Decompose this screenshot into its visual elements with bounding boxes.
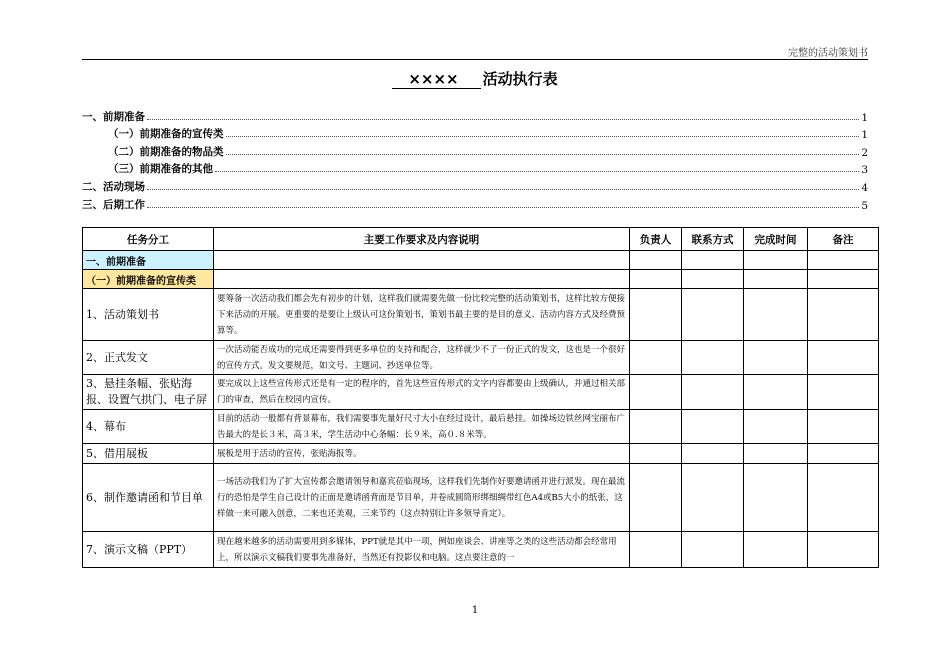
owner-cell[interactable] xyxy=(630,464,682,532)
toc-label: （一）前期准备的宣传类 xyxy=(108,128,224,141)
table-cell[interactable] xyxy=(682,270,744,289)
owner-cell[interactable] xyxy=(630,444,682,464)
table-header-row xyxy=(83,228,879,251)
toc-label: 二、活动现场 xyxy=(82,180,145,193)
table-cell[interactable] xyxy=(630,270,682,289)
contact-cell[interactable] xyxy=(682,444,744,464)
description-cell: 要完成以上这些宣传形式还是有一定的程序的，首先这些宣传形式的文字内容都要由上级确认，并通过相关部门的审查，然后在校园内宣传。 xyxy=(214,375,630,410)
toc-leader xyxy=(147,119,859,120)
table-of-contents xyxy=(82,106,868,212)
owner-cell[interactable] xyxy=(630,341,682,375)
task-cell: 6、制作邀请函和节目单 xyxy=(83,464,214,532)
table-cell[interactable] xyxy=(744,270,808,289)
owner-cell[interactable] xyxy=(630,289,682,341)
column-header: 负责人 xyxy=(630,228,682,251)
toc-leader xyxy=(147,189,859,190)
owner-cell[interactable] xyxy=(630,410,682,444)
table-row xyxy=(83,532,879,568)
title-text: 活动执行表 xyxy=(482,70,558,88)
note-cell[interactable] xyxy=(808,464,879,532)
toc-page: 1 xyxy=(861,111,868,124)
due-date-cell[interactable] xyxy=(744,410,808,444)
due-date-cell[interactable] xyxy=(744,532,808,568)
table-row xyxy=(83,375,879,410)
contact-cell[interactable] xyxy=(682,410,744,444)
table-row xyxy=(83,464,879,532)
note-cell[interactable] xyxy=(808,444,879,464)
description-cell: 要筹备一次活动我们都会先有初步的计划，这样我们就需要先做一份比较完整的活动策划书，这样比较方便接下来活动的开展。更重要的是要让上级认可这份策划书，策划书最主要的是目的意义、活动内容方式及经费预算等。 xyxy=(214,289,630,341)
table-row xyxy=(83,410,879,444)
contact-cell[interactable] xyxy=(682,341,744,375)
owner-cell[interactable] xyxy=(630,532,682,568)
description-cell: 现在越来越多的活动需要用到多媒体，PPT就是其中一项，例如座谈会、讲座等之类的这些活动都会经常用上，所以演示文稿我们要事先准备好，当然还有投影仪和电脑。这点要注意的一 xyxy=(214,532,630,568)
toc-page: 3 xyxy=(861,164,868,177)
toc-page: 4 xyxy=(861,181,868,194)
toc-leader xyxy=(147,207,859,208)
description-cell: 目前的活动一般都有背景幕布，我们需要事先量好尺寸大小在经过设计，最后悬挂。如操场边铁丝网宝丽布广告最大的是长３米，高３米，学生活动中心条幅：长９米，高０.８米等。 xyxy=(214,410,630,444)
table-cell[interactable] xyxy=(214,251,630,270)
table-cell[interactable] xyxy=(630,251,682,270)
toc-label: 三、后期工作 xyxy=(82,198,145,211)
task-cell: 4、幕布 xyxy=(83,410,214,444)
column-header: 备注 xyxy=(808,228,879,251)
contact-cell[interactable] xyxy=(682,375,744,410)
description-cell: 展板是用于活动的宣传，张贴海报等。 xyxy=(214,444,630,464)
table-row xyxy=(83,444,879,464)
page-number: 1 xyxy=(471,605,479,616)
running-header: 完整的活动策划书 xyxy=(788,48,868,59)
column-header: 完成时间 xyxy=(744,228,808,251)
toc-entry[interactable] xyxy=(82,159,868,177)
description-cell: 一场活动我们为了扩大宣传都会邀请领导和嘉宾莅临现场，这样我们先制作好要邀请函并进行派发。现在最流行的恐怕是学生自己设计的正面是邀请函背面是节目单，并卷成圆筒形绑细绸带红色A4或B5大小的纸张，这样做一来可融入创意，二来也还美观，三来节约（这点特别让许多领导肯定）。 xyxy=(214,464,630,532)
header-rule xyxy=(82,59,868,60)
toc-label: （二）前期准备的物品类 xyxy=(108,145,224,158)
due-date-cell[interactable] xyxy=(744,289,808,341)
table-cell[interactable] xyxy=(682,251,744,270)
toc-page: 1 xyxy=(861,129,868,142)
table-row xyxy=(83,289,879,341)
table-row xyxy=(83,341,879,375)
toc-leader xyxy=(226,154,860,155)
note-cell[interactable] xyxy=(808,289,879,341)
table-cell[interactable] xyxy=(214,270,630,289)
due-date-cell[interactable] xyxy=(744,464,808,532)
note-cell[interactable] xyxy=(808,375,879,410)
toc-entry[interactable] xyxy=(82,106,868,124)
execution-table xyxy=(82,227,879,568)
owner-cell[interactable] xyxy=(630,375,682,410)
task-cell: 2、正式发文 xyxy=(83,341,214,375)
table-cell[interactable] xyxy=(744,251,808,270)
toc-leader xyxy=(215,171,859,172)
section-row xyxy=(83,251,879,270)
toc-leader xyxy=(226,136,860,137)
note-cell[interactable] xyxy=(808,341,879,375)
task-cell: 5、借用展板 xyxy=(83,444,214,464)
due-date-cell[interactable] xyxy=(744,444,808,464)
column-header: 联系方式 xyxy=(682,228,744,251)
description-cell: 一次活动能否成功的完成还需要得到更多单位的支持和配合，这样就少不了一份正式的发文，这也是一个很好的宣传方式。发文要规范，如文号、主题词、抄送单位等。 xyxy=(214,341,630,375)
section-row xyxy=(83,270,879,289)
note-cell[interactable] xyxy=(808,410,879,444)
contact-cell[interactable] xyxy=(682,464,744,532)
toc-label: 一、前期准备 xyxy=(82,110,145,123)
column-header: 任务分工 xyxy=(83,228,214,251)
due-date-cell[interactable] xyxy=(744,375,808,410)
toc-page: 5 xyxy=(861,199,868,212)
contact-cell[interactable] xyxy=(682,289,744,341)
subsection-heading: （一）前期准备的宣传类 xyxy=(83,270,214,289)
task-cell: 1、活动策划书 xyxy=(83,289,214,341)
title-blank: ×××× xyxy=(392,70,480,89)
section-heading: 一、前期准备 xyxy=(83,251,214,270)
due-date-cell[interactable] xyxy=(744,341,808,375)
toc-entry[interactable] xyxy=(82,141,868,159)
toc-label: （三）前期准备的其他 xyxy=(108,163,213,176)
table-cell[interactable] xyxy=(808,270,879,289)
toc-page: 2 xyxy=(861,146,868,159)
table-cell[interactable] xyxy=(808,251,879,270)
contact-cell[interactable] xyxy=(682,532,744,568)
toc-entry[interactable] xyxy=(82,176,868,194)
task-cell: 7、演示文稿（PPT） xyxy=(83,532,214,568)
task-cell: 3、悬挂条幅、张贴海报、设置气拱门、电子屏 xyxy=(83,375,214,410)
toc-entry[interactable] xyxy=(82,124,868,142)
page-title xyxy=(0,68,950,89)
column-header: 主要工作要求及内容说明 xyxy=(214,228,630,251)
toc-entry[interactable] xyxy=(82,194,868,212)
note-cell[interactable] xyxy=(808,532,879,568)
